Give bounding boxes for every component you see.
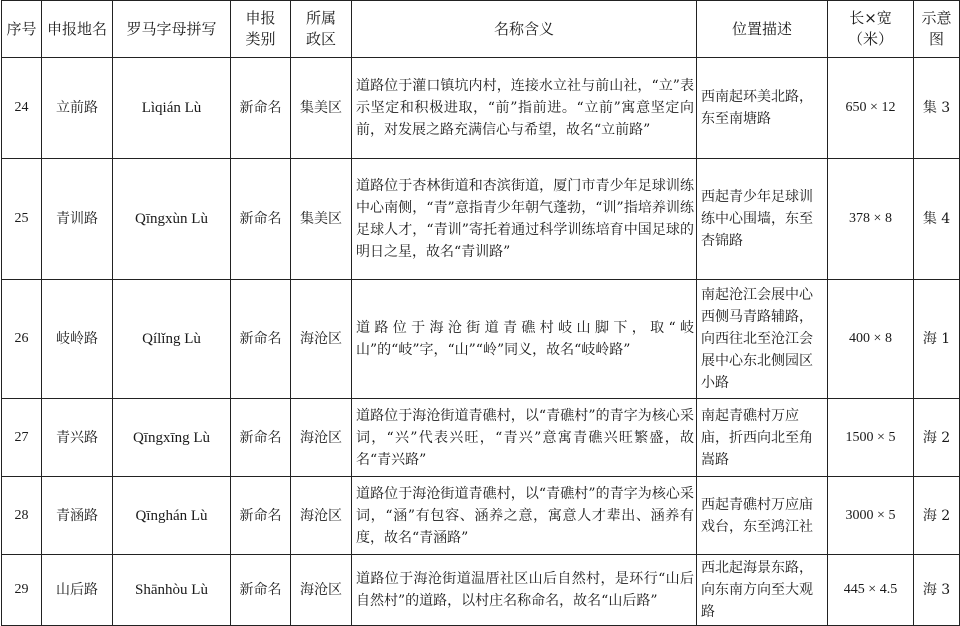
cell-name: 青涵路 [42,477,113,555]
cell-location: 西南起环美北路，东至南塘路 [697,58,828,159]
cell-meaning: 道路位于海沧街道青礁村，以“青礁村”的青字为核心采词，“兴”代表兴旺，“青兴”意寓青礁兴旺繁盛，故名“青兴路” [352,399,697,477]
cell-district: 集美区 [291,159,352,280]
table-row [2,159,960,280]
cell-seq: 29 [2,555,42,626]
cell-category: 新命名 [231,159,291,280]
cell-meaning: 道路位于海沧街道青礁村，以“青礁村”的青字为核心采词，“涵”有包容、涵养之意，寓意人才辈出、涵养有度，故名“青涵路” [352,477,697,555]
header-pinyin: 罗马字母拼写 [113,1,231,58]
cell-name: 立前路 [42,58,113,159]
table-row [2,58,960,159]
cell-size: 650 × 12 [828,58,914,159]
cell-map: 集 3 [914,58,960,159]
cell-pinyin: Qílǐng Lù [113,280,231,399]
cell-seq: 26 [2,280,42,399]
cell-location: 南起青礁村万应庙，折西向北至角嵩路 [697,399,828,477]
table-row [2,555,960,626]
header-meaning: 名称含义 [352,1,697,58]
cell-seq: 28 [2,477,42,555]
cell-map: 集 4 [914,159,960,280]
cell-district: 海沧区 [291,280,352,399]
cell-meaning: 道路位于灌口镇坑内村，连接水立社与前山社，“立”表示坚定和积极进取，“前”指前进。“立前”寓意坚定向前，对发展之路充满信心与希望，故名“立前路” [352,58,697,159]
cell-district: 海沧区 [291,555,352,626]
cell-meaning: 道路位于海沧街道温厝社区山后自然村，是环行“山后自然村”的道路，以村庄名称命名，故名“山后路” [352,555,697,626]
cell-pinyin: Qīnghán Lù [113,477,231,555]
cell-district: 集美区 [291,58,352,159]
header-seq: 序号 [2,1,42,58]
cell-name: 青兴路 [42,399,113,477]
cell-pinyin: Qīngxīng Lù [113,399,231,477]
cell-size: 445 × 4.5 [828,555,914,626]
cell-map: 海 2 [914,477,960,555]
cell-size: 1500 × 5 [828,399,914,477]
header-map: 示意 图 [914,1,960,58]
cell-location: 西起青礁村万应庙戏台，东至鸿江社 [697,477,828,555]
cell-map: 海 3 [914,555,960,626]
cell-name: 岐岭路 [42,280,113,399]
cell-pinyin: Shānhòu Lù [113,555,231,626]
cell-pinyin: Lìqián Lù [113,58,231,159]
header-category: 申报 类别 [231,1,291,58]
cell-seq: 24 [2,58,42,159]
cell-location: 南起沧江会展中心西侧马青路辅路，向西往北至沧江会展中心东北侧园区小路 [697,280,828,399]
cell-name: 青训路 [42,159,113,280]
header-name: 申报地名 [42,1,113,58]
table-row [2,399,960,477]
cell-category: 新命名 [231,477,291,555]
place-name-table [1,0,960,626]
cell-map: 海 2 [914,399,960,477]
header-district: 所属 政区 [291,1,352,58]
cell-seq: 25 [2,159,42,280]
table-row [2,280,960,399]
cell-size: 3000 × 5 [828,477,914,555]
table-row [2,477,960,555]
cell-size: 400 × 8 [828,280,914,399]
cell-category: 新命名 [231,399,291,477]
cell-district: 海沧区 [291,399,352,477]
cell-location: 西北起海景东路，向东南方向至大观路 [697,555,828,626]
cell-name: 山后路 [42,555,113,626]
cell-pinyin: Qīngxùn Lù [113,159,231,280]
cell-location: 西起青少年足球训练中心围墙，东至杏锦路 [697,159,828,280]
cell-meaning: 道路位于海沧街道青礁村岐山脚下，取“岐山”的“岐”字，“山”“岭”同义，故名“岐岭路” [352,280,697,399]
header-row [2,1,960,58]
cell-seq: 27 [2,399,42,477]
cell-meaning: 道路位于杏林街道和杏滨街道，厦门市青少年足球训练中心南侧，“青”意指青少年朝气蓬勃，“训”指培养训练足球人才，“青训”寄托着通过科学训练培育中国足球的明日之星，故名“青训路” [352,159,697,280]
cell-district: 海沧区 [291,477,352,555]
header-size: 长×宽 （米） [828,1,914,58]
cell-size: 378 × 8 [828,159,914,280]
cell-category: 新命名 [231,58,291,159]
header-location: 位置描述 [697,1,828,58]
cell-category: 新命名 [231,555,291,626]
cell-category: 新命名 [231,280,291,399]
cell-map: 海 1 [914,280,960,399]
